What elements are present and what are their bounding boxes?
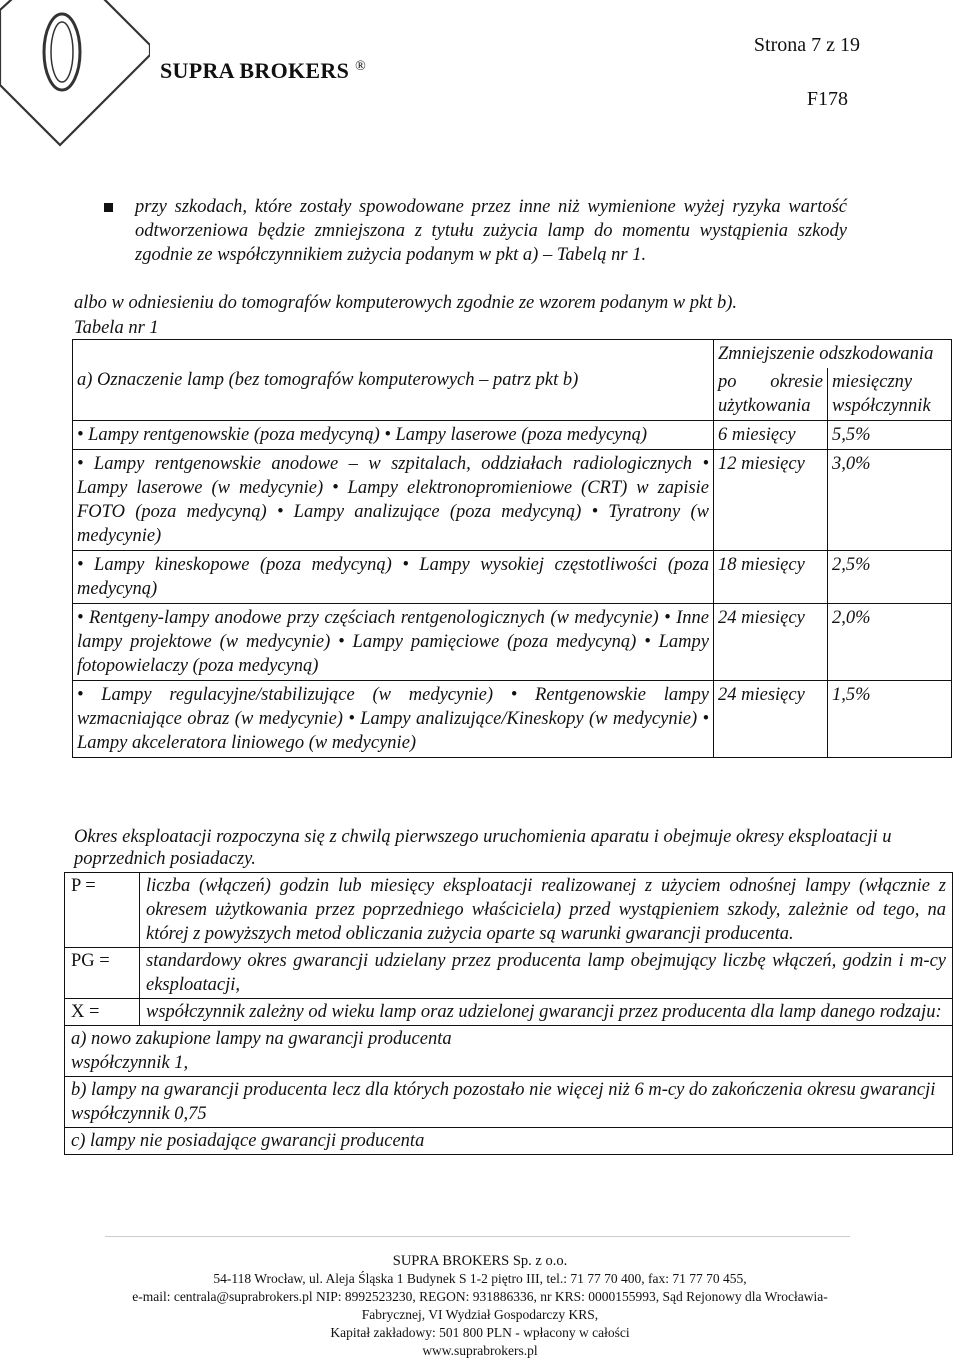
footer-website[interactable]: www.suprabrokers.pl	[422, 1343, 538, 1358]
intro-bullet-text: przy szkodach, które zostały spowodowane przez inne niż wymienione wyżej ryzyka wartość odtworzeniowa będzie zmniejszona z tytułu zużycia lamp do momentu wystąpienia szkody zgodnie ze współczynnikiem zużycia podanym w pkt a) – Tabelą nr 1.	[135, 197, 847, 265]
table-row	[73, 551, 952, 604]
footer-divider	[105, 1236, 850, 1237]
definition-row	[65, 873, 953, 948]
definition-row	[65, 948, 953, 999]
table-row	[73, 421, 952, 450]
albo-text: albo w odniesieniu do tomografów komputerowych zgodnie ze wzorem podanym w pkt b).	[74, 293, 738, 313]
footer-company: SUPRA BROKERS Sp. z o.o.	[392, 1253, 568, 1269]
case-description: a) nowo zakupione lampy na gwarancji producenta	[71, 1029, 452, 1049]
brand-name: SUPRA BROKERS ®	[160, 58, 367, 83]
coef-cell: 2,5%	[828, 551, 952, 604]
case-row	[65, 1026, 953, 1077]
square-bullet-icon	[104, 203, 113, 212]
period-cell: 12 miesięcy	[714, 450, 828, 551]
table-row	[73, 604, 952, 681]
coef-cell: 5,5%	[828, 421, 952, 450]
case-description: b) lampy na gwarancji producenta lecz dla których pozostało nie więcej niż 6 m-cy do zakończenia okresu gwarancji	[71, 1080, 936, 1100]
page-footer	[0, 1252, 960, 1360]
lamp-desc-cell: • Lampy kineskopowe (poza medycyną) • Lampy wysokiej częstotliwości (poza medycyną)	[73, 551, 714, 604]
case-row	[65, 1128, 953, 1155]
case-cell	[65, 1077, 953, 1128]
definition-key: P =	[65, 873, 140, 948]
page-number: Strona 7 z 19	[753, 34, 860, 56]
coef-cell: 3,0%	[828, 450, 952, 551]
definitions-table	[64, 872, 953, 1155]
case-cell	[65, 1128, 953, 1155]
table-row	[73, 681, 952, 758]
case-coefficient: współczynnik 1,	[71, 1053, 189, 1073]
coef-header: miesięczny współczynnik	[828, 368, 952, 421]
lamp-designation-header: a) Oznaczenie lamp (bez tomografów komputerowych – patrz pkt b)	[73, 340, 714, 421]
coef-cell: 2,0%	[828, 604, 952, 681]
definition-row	[65, 999, 953, 1026]
footer-address: 54-118 Wrocław, ul. Aleja Śląska 1 Budynek S 1-2 piętro III, tel.: 71 77 70 400, fax: 71 77 70 455,	[213, 1271, 747, 1286]
period-cell: 24 miesięcy	[714, 681, 828, 758]
definition-key: PG =	[65, 948, 140, 999]
coef-cell: 1,5%	[828, 681, 952, 758]
footer-capital: Kapitał zakładowy: 501 800 PLN - wpłacony w całości	[330, 1325, 630, 1340]
definition-text: standardowy okres gwarancji udzielany przez producenta lamp obejmujący liczbę włączeń, godzin i m-cy eksploatacji,	[140, 948, 953, 999]
period-cell: 6 miesięcy	[714, 421, 828, 450]
footer-registry-2: Fabrycznej, VI Wydział Gospodarczy KRS,	[361, 1307, 599, 1322]
table-row	[73, 450, 952, 551]
footer-registry-1: e-mail: centrala@suprabrokers.pl NIP: 8992523230, REGON: 931886336, nr KRS: 0000155993, Sąd Rejonowy dla Wrocławia-	[132, 1289, 828, 1304]
definition-text: współczynnik zależny od wieku lamp oraz udzielonej gwarancji przez producenta dla lamp danego rodzaju:	[140, 999, 953, 1026]
definition-key: X =	[65, 999, 140, 1026]
wear-coefficient-table	[72, 339, 952, 758]
table-header-row	[73, 340, 952, 369]
case-row	[65, 1077, 953, 1128]
registered-mark: ®	[355, 58, 367, 74]
lamp-desc-cell: • Rentgeny-lampy anodowe przy częściach rentgenologicznych (w medycynie) • Inne lampy projektowe (w medycynie) • Lampy pamięciowe (poza medycyną) • Lampy fotopowielaczy (poza medycyną)	[73, 604, 714, 681]
period-cell: 24 miesięcy	[714, 604, 828, 681]
lamp-desc-cell: • Lampy rentgenowskie (poza medycyną) • Lampy laserowe (poza medycyną)	[73, 421, 714, 450]
period-cell: 18 miesięcy	[714, 551, 828, 604]
definition-text: liczba (włączeń) godzin lub miesięcy eksploatacji realizowanej z użyciem odnośnej lampy (włącznie z okresem użytkowania przez poprzedniego właściciela) przed wystąpieniem szkody, zależnie od tego, na której z powyższych metod obliczania zużycia oparte są warunki gwarancji producenta.	[140, 873, 953, 948]
case-coefficient: współczynnik 0,75	[71, 1104, 207, 1124]
case-cell	[65, 1026, 953, 1077]
operation-period-note: Okres eksploatacji rozpoczyna się z chwilą pierwszego uruchomienia aparatu i obejmuje okresy eksploatacji u poprzednich posiadaczy.	[74, 827, 892, 869]
period-header: po okresie użytkowania	[714, 368, 828, 421]
lamp-desc-cell: • Lampy regulacyjne/stabilizujące (w medycynie) • Rentgenowskie lampy wzmacniające obraz (w medycynie) • Lampy analizujące/Kineskopy (w medycynie) • Lampy akceleratora liniowego (w medycynie)	[73, 681, 714, 758]
reduction-header: Zmniejszenie odszkodowania	[714, 340, 952, 369]
company-logo	[0, 0, 150, 150]
lamp-desc-cell: • Lampy rentgenowskie anodowe – w szpitalach, oddziałach radiologicznych • Lampy laserowe (w medycynie) • Lampy elektronopromieniowe (CRT) w zapisie FOTO (poza medycyną) • Lampy analizujące (poza medycyną) • Tyratrony (w medycynie)	[73, 450, 714, 551]
table-title: Tabela nr 1	[74, 318, 159, 338]
form-code: F178	[806, 88, 848, 110]
case-description: c) lampy nie posiadające gwarancji producenta	[71, 1131, 425, 1151]
